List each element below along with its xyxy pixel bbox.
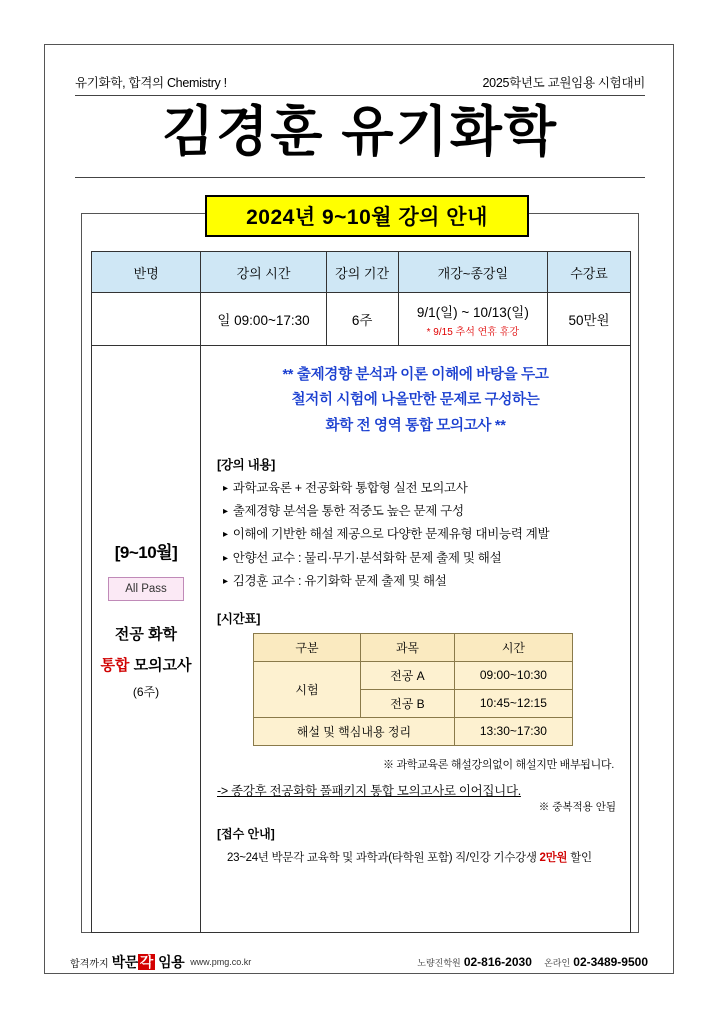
list-item: ▸ 출제경향 분석을 통한 적중도 높은 문제 구성 [223,500,630,523]
title-divider [75,177,645,178]
td-subject-a: 전공 A [361,661,455,689]
course-period: [9~10월] [114,543,178,562]
table-row [92,293,631,346]
list-item: ▸ 이해에 기반한 해설 제공으로 다양한 문제유형 대비능력 계발 [223,523,630,546]
table-row [254,661,573,689]
td-dates [398,293,547,346]
branch2-number: 02-3489-9500 [573,955,648,969]
header-divider [75,95,645,96]
apply-duplicate-note: ※ 중복적용 안됨 [538,800,616,813]
all-pass-badge: All Pass [108,577,184,601]
logo-prefix: 합격까지 [70,958,109,970]
dates-text: 9/1(일) ~ 10/13(일) [416,304,529,320]
td-class-name [92,293,201,346]
branch1-label: 노량진학원 [417,958,461,968]
contact-info [417,955,648,969]
footer [44,952,674,972]
intro-line-2: 철저히 시험에 나올만한 문제로 구성하는 [291,392,540,409]
exam-type-label [92,654,200,675]
td-time-b: 10:45~12:15 [454,689,572,717]
td-review-time: 13:30~17:30 [454,717,572,745]
th-fee: 수강료 [548,252,631,293]
list-item: ▸ 김경훈 교수 : 유기화학 문제 출제 및 해설 [223,570,630,593]
logo-url: www.pmg.co.kr [190,957,252,967]
th-class-name: 반명 [92,252,201,293]
schedule-header-row [254,633,573,661]
logo-box-text: 각 [139,954,153,970]
th-duration: 강의 기간 [326,252,398,293]
brand-logo [70,952,251,972]
td-review-label: 해설 및 핵심내용 정리 [254,717,455,745]
branch1-number: 02-816-2030 [463,955,532,969]
exam-type-rest: 모의고사 [129,657,192,674]
apply-section-label: [접수 안내] [217,826,275,841]
apply-discount-amount: 2만원 [539,851,568,864]
intro-line-3: 화학 전 영역 통합 모의고사 ** [325,417,506,434]
right-detail-column [201,343,631,933]
th-lecture-time: 강의 시간 [201,252,326,293]
table-row [254,717,573,745]
td-lecture-time: 일 09:00~17:30 [201,293,326,346]
content-list [223,477,630,593]
intro-line-1: ** 출제경향 분석과 이론 이해에 바탕을 두고 [282,367,549,383]
logo-main [112,952,185,972]
table-header-row [92,252,631,293]
schedule-table [253,633,573,746]
followup-note: -> 종강후 전공화학 풀패키지 통합 모의고사로 이어집니다. [217,783,521,798]
td-subject-b: 전공 B [361,689,455,717]
info-table [91,251,631,346]
th-time: 시간 [454,633,572,661]
apply-text-post: 할인 [567,851,592,864]
apply-discount-text [227,849,630,865]
content-section-label: [강의 내용] [217,458,275,473]
td-duration: 6주 [326,293,398,346]
th-group: 구분 [254,633,361,661]
page-title: 김경훈 유기화학 [161,102,559,162]
list-item: ▸ 과학교육론 + 전공화학 통합형 실전 모의고사 [223,477,630,500]
schedule-section-label: [시간표] [217,611,261,626]
apply-text-pre: 23~24년 박문각 교육학 및 과학과(타학원 포함) 직/인강 기수강생 [227,851,540,864]
major-label: 전공 화학 [114,626,178,643]
logo-main-text: 박문 [111,954,138,970]
td-group-exam: 시험 [254,661,361,717]
th-dates: 개강~종강일 [398,252,547,293]
outer-frame [44,44,674,974]
td-time-a: 09:00~10:30 [454,661,572,689]
left-summary-column [91,343,201,933]
intro-text [201,363,630,439]
header [75,73,645,91]
header-left-text: 유기화학, 합격의 Chemistry ! [75,76,227,90]
weeks-label: (6주) [132,685,160,699]
th-subject: 과목 [361,633,455,661]
exam-type-highlight: 통합 [100,657,130,674]
list-item: ▸ 안향선 교수 : 물리·무기·분석화학 문제 출제 및 해설 [223,547,630,570]
asterisk-note: ※ 과학교육론 해설강의없이 해설지만 배부됩니다. [383,758,614,771]
course-banner: 2024년 9~10월 강의 안내 [205,195,529,237]
branch2-label: 온라인 [544,958,571,968]
td-fee: 50만원 [548,293,631,346]
header-right-text: 2025학년도 교원임용 시험대비 [482,76,645,90]
logo-post-text: 임용 [154,954,185,970]
dates-note: * 9/15 추석 연휴 휴강 [426,326,520,338]
